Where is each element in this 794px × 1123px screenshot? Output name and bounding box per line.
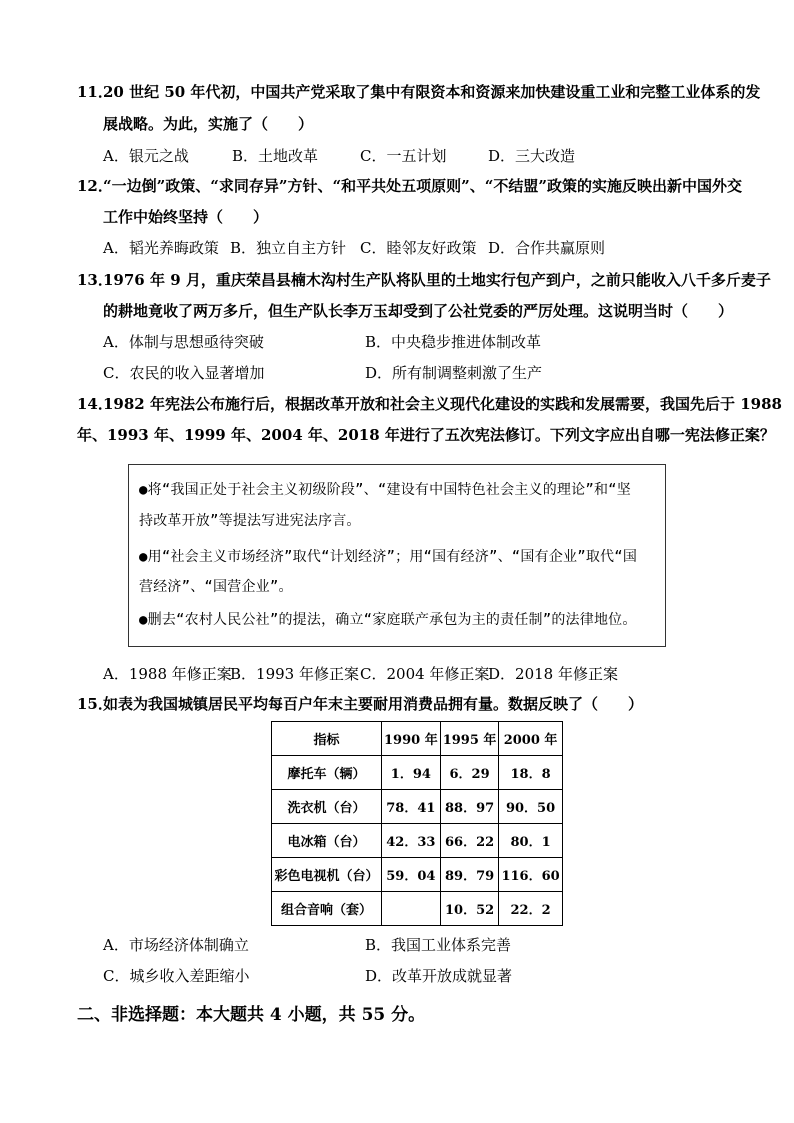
table-row: [272, 892, 563, 926]
table-header-cell: 指标: [272, 722, 382, 756]
q12-option-a[interactable]: A．韬光养晦政策: [103, 239, 219, 257]
table-row: [272, 790, 563, 824]
q14-quote-line-4: 营经济”、“国营企业”。: [139, 579, 293, 595]
table-cell: 88．97: [440, 790, 499, 824]
q15-stem: 15．如表为我国城镇居民平均每百户年末主要耐用消费品拥有量。数据反映了（ ）: [77, 695, 644, 713]
table-header-row: [272, 722, 563, 756]
q14-option-d[interactable]: D．2018 年修正案: [488, 665, 618, 683]
table-cell: 6．29: [440, 756, 499, 790]
q14-number: 14．: [77, 395, 113, 413]
q12-option-b[interactable]: B．独立自主方针: [230, 239, 347, 257]
q14-option-b[interactable]: B．1993 年修正案: [230, 665, 359, 683]
table-cell: 摩托车（辆）: [272, 756, 382, 790]
q12-option-d[interactable]: D．合作共赢原则: [488, 239, 606, 257]
table-cell: 洗衣机（台）: [272, 790, 382, 824]
q11-option-d[interactable]: D．三大改造: [488, 147, 576, 165]
q11-option-a[interactable]: A．银元之战: [103, 147, 189, 165]
q15-option-d[interactable]: D．改革开放成就显著: [365, 967, 513, 985]
q13-option-b[interactable]: B．中央稳步推进体制改革: [365, 333, 542, 351]
q14-quote-line-1: ●将“我国正处于社会主义初级阶段”、“建设有中国特色社会主义的理论”和“坚: [139, 482, 631, 498]
durables-table: [271, 721, 563, 926]
q14-stem-line2: 年、1993 年、1999 年、2004 年、2018 年进行了五次宪法修订。下列文字应出自哪一宪法修正案？: [77, 426, 775, 444]
table-row: [272, 824, 563, 858]
table-row: [272, 858, 563, 892]
table-cell: 116．60: [499, 858, 562, 892]
table-cell: 10．52: [440, 892, 499, 926]
q11-option-c[interactable]: C．一五计划: [360, 147, 447, 165]
q12-number: 12．: [77, 177, 113, 195]
q11-option-b[interactable]: B．土地改革: [232, 147, 319, 165]
table-cell: 18．8: [499, 756, 562, 790]
q12-stem-line1: 12．“一边倒”政策、“求同存异”方针、“和平共处五项原则”、“不结盟”政策的实施反映出新中国外交: [77, 177, 743, 195]
q15-option-b[interactable]: B．我国工业体系完善: [365, 936, 512, 954]
q13-stem-line1: 13．1976 年 9 月，重庆荣昌县楠木沟村生产队将队里的土地实行包产到户，之前只能收入八千多斤麦子: [77, 271, 771, 289]
table-cell: 78．41: [382, 790, 441, 824]
table-cell: [382, 892, 441, 926]
table-header-cell: 2000 年: [499, 722, 562, 756]
table-cell: 80．1: [499, 824, 562, 858]
table-cell: 22．2: [499, 892, 562, 926]
q13-option-d[interactable]: D．所有制调整刺激了生产: [365, 364, 543, 382]
table-cell: 42．33: [382, 824, 441, 858]
table-cell: 66．22: [440, 824, 499, 858]
table-cell: 89．79: [440, 858, 499, 892]
section-2-heading: 二、非选择题：本大题共 4 小题，共 55 分。: [77, 1005, 426, 1025]
q14-quote-line-5: ●删去“农村人民公社”的提法，确立“家庭联产承包为主的责任制”的法律地位。: [139, 612, 637, 628]
table-header-cell: 1995 年: [440, 722, 499, 756]
q15-number: 15．: [77, 695, 113, 713]
q11-stem-line1: 11．20 世纪 50 年代初，中国共产党采取了集中有限资本和资源来加快建设重工业和完整工业体系的发: [77, 83, 761, 101]
table-cell: 电冰箱（台）: [272, 824, 382, 858]
q12-stem-line2: 工作中始终坚持（ ）: [103, 208, 269, 226]
table-cell: 1．94: [382, 756, 441, 790]
q12-option-c[interactable]: C．睦邻友好政策: [360, 239, 477, 257]
q15-option-c[interactable]: C．城乡收入差距缩小: [103, 967, 250, 985]
q11-stem-line2: 展战略。为此，实施了（ ）: [103, 115, 314, 133]
q11-number: 11．: [77, 83, 113, 101]
table-cell: 59．04: [382, 858, 441, 892]
q14-option-c[interactable]: C．2004 年修正案: [360, 665, 490, 683]
q14-option-a[interactable]: A．1988 年修正案: [103, 665, 232, 683]
table-cell: 90．50: [499, 790, 562, 824]
q13-option-a[interactable]: A．体制与思想亟待突破: [103, 333, 264, 351]
q15-option-a[interactable]: A．市场经济体制确立: [103, 936, 249, 954]
table-header-cell: 1990 年: [382, 722, 441, 756]
q14-quote-box: [128, 464, 666, 647]
table-cell: 彩色电视机（台）: [272, 858, 382, 892]
q14-quote-line-3: ●用“社会主义市场经济”取代“计划经济”；用“国有经济”、“国有企业”取代“国: [139, 549, 638, 565]
q13-stem-line2: 的耕地竟收了两万多斤，但生产队长李万玉却受到了公社党委的严厉处理。这说明当时（ ）: [103, 302, 734, 320]
q13-option-c[interactable]: C．农民的收入显著增加: [103, 364, 265, 382]
q14-quote-line-2: 持改革开放”等提法写进宪法序言。: [139, 513, 361, 529]
table-row: [272, 756, 563, 790]
q13-number: 13．: [77, 271, 113, 289]
q14-stem-line1: 14．1982 年宪法公布施行后，根据改革开放和社会主义现代化建设的实践和发展需要，我国先后于 1988: [77, 395, 782, 413]
table-cell: 组合音响（套）: [272, 892, 382, 926]
